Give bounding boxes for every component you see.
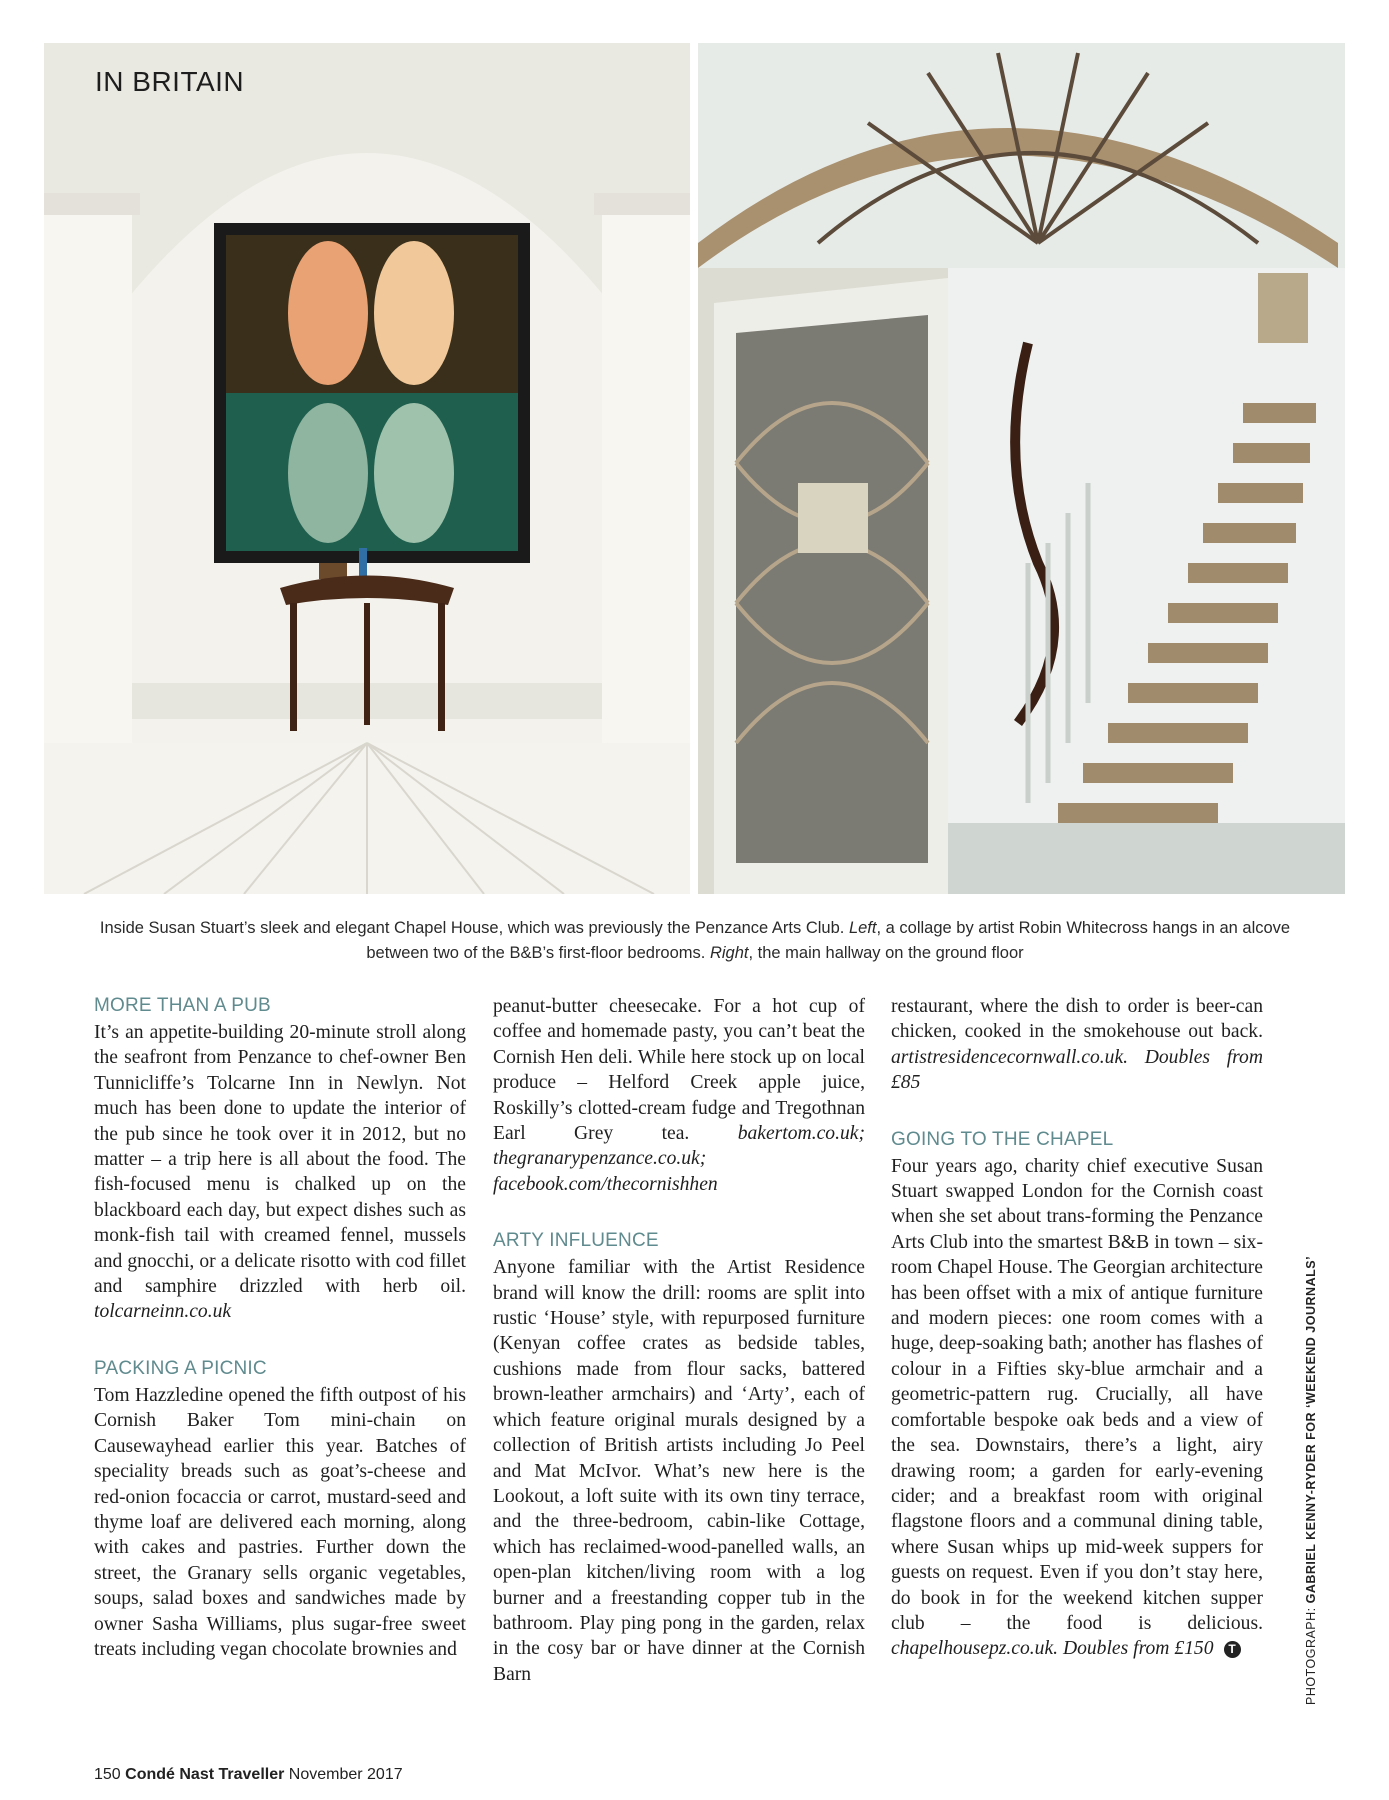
article-column-1 <box>94 994 466 1662</box>
body-arty-influence-part-2 <box>891 994 1263 1096</box>
page-folio <box>94 1766 403 1784</box>
picnic-websites: bakertom.co.uk; thegranarypenzance.co.uk; facebook.com/thecornishhen <box>493 1123 865 1195</box>
photo-caption <box>90 916 1300 966</box>
photo-alcove-artwork <box>44 43 690 894</box>
caption-text-2: , a collage by artist Robin Whitecross hangs in an alcove between two of the B&B’s first-floor bedrooms. <box>366 919 1291 962</box>
section-label: IN BRITAIN <box>95 66 245 97</box>
body-packing-a-picnic-part-1 <box>94 1383 466 1662</box>
arty-body-text-a: Anyone familiar with the Artist Residence brand will know the drill: rooms are split into rustic ‘House’ style, with repurposed furniture (Kenyan coffee crates as bedside tables, cushions made from flour sacks, battered brown-leather armchairs) and ‘Arty’, each of which feature original murals designed by a collection of British artists including Jo Peel and Mat McIvor. What’s new here is the Lookout, a loft suite with its own tiny terrace, and the three-bedroom, cabin-like Cottage, which has reclaimed-wood-panelled walls, an open-plan kitchen/living room with a log burner and a freestanding copper tub in the bathroom. Play ping pong in the garden, relax in the cosy bar or have dinner at the Cornish Barn <box>493 1257 865 1685</box>
pub-body-text: It’s an appetite-building 20-minute stroll along the seafront from Penzance to chef-owner Ben Tunnicliffe’s Tolcarne Inn in Newlyn. Not much has been done to update the interior of the pub since he took over it in 2012, but no matter – a trip here is all about the food. The fish-focused menu is chalked up on the blackboard each day, but expect dishes such as monk-fish tail with creamed fennel, mussels and gnocchi, or a delicate risotto with cod fillet and samphire drizzled with herb oil. <box>94 1022 466 1298</box>
chapel-body-text: Four years ago, charity chief executive Susan Stuart swapped London for the Cornish coast when she set about trans-forming the Penzance Arts Club into the smartest B&B in town – six-room Chapel House. The Georgian architecture has been offset with a mix of antique furniture and modern pieces: one room comes with a huge, deep-soaking bath; another has flashes of colour in a Fifties sky-blue armchair and a geometric-pattern rug. Crucially, all have comfortable bespoke oak beds and a view of the sea. Downstairs, there’s a light, airy drawing room; a garden for early-evening cider; and a breakfast room with original flagstone floors and a communal dining table, where Susan whips up mid-week suppers for guests on request. Even if you don’t stay here, do book in for the weekend kitchen supper club – the food is delicious. <box>891 1155 1263 1634</box>
caption-text-1: Inside Susan Stuart’s sleek and elegant Chapel House, which was previously the Penzance Arts Club. <box>99 919 849 937</box>
photo-alcove-illustration <box>44 43 690 894</box>
caption-text-3: , the main hallway on the ground floor <box>748 944 1024 962</box>
photo-hallway-illustration <box>698 43 1345 894</box>
publication-name: Condé Nast Traveller <box>125 1766 285 1783</box>
article-column-2 <box>493 994 865 1687</box>
photo-hallway-staircase <box>698 43 1345 894</box>
page-number: 150 <box>94 1766 121 1783</box>
picnic-body-text-b: peanut-butter cheesecake. For a hot cup of coffee and homemade pasty, you can’t beat the Cornish Hen deli. While here stock up on local produce – Helford Creek apple juice, Roskilly’s clotted-cream fudge and Tregothnan Earl Grey tea. <box>493 996 865 1145</box>
photo-credit-name: GABRIEL KENNY-RYDER FOR ‘WEEKEND JOURNALS’ <box>1304 1255 1318 1604</box>
caption-left-marker: Left <box>848 919 877 937</box>
arty-body-text-b: restaurant, where the dish to order is beer-can chicken, cooked in the smokehouse out back. <box>891 996 1263 1043</box>
body-going-to-the-chapel <box>891 1154 1263 1662</box>
pub-website: tolcarneinn.co.uk <box>94 1301 232 1323</box>
caption-right-marker: Right <box>709 944 749 962</box>
heading-packing-a-picnic: PACKING A PICNIC <box>94 1357 267 1379</box>
photo-credit-label: PHOTOGRAPH: <box>1304 1603 1318 1705</box>
body-more-than-a-pub <box>94 1020 466 1325</box>
arty-website-price: artistresidencecornwall.co.uk. Doubles from £85 <box>891 1046 1263 1094</box>
chapel-website-price: chapelhousepz.co.uk. Doubles from £150 <box>891 1638 1214 1660</box>
article-end-icon: T <box>1224 1641 1241 1658</box>
issue-date: November 2017 <box>288 1766 403 1783</box>
body-arty-influence-part-1 <box>493 1255 865 1687</box>
heading-going-to-the-chapel: GOING TO THE CHAPEL <box>891 1128 1114 1150</box>
picnic-body-text-a: Tom Hazzledine opened the fifth outpost of his Cornish Baker Tom mini-chain on Causewayhead earlier this year. Batches of speciality breads such as goat’s-cheese and red-onion focaccia or carrot, mustard-seed and thyme loaf are delivered each morning, along with cakes and pastries. Further down the street, the Granary sells organic vegetables, soups, salad boxes and sandwiches made by owner Sasha Williams, plus sugar-free sweet treats including vegan chocolate brownies and <box>94 1384 466 1660</box>
heading-more-than-a-pub: MORE THAN A PUB <box>94 995 271 1016</box>
heading-arty-influence: ARTY INFLUENCE <box>493 1230 659 1252</box>
body-packing-a-picnic-part-2 <box>493 994 865 1197</box>
article-column-3 <box>891 994 1263 1662</box>
photo-credit <box>1304 1256 1318 1705</box>
